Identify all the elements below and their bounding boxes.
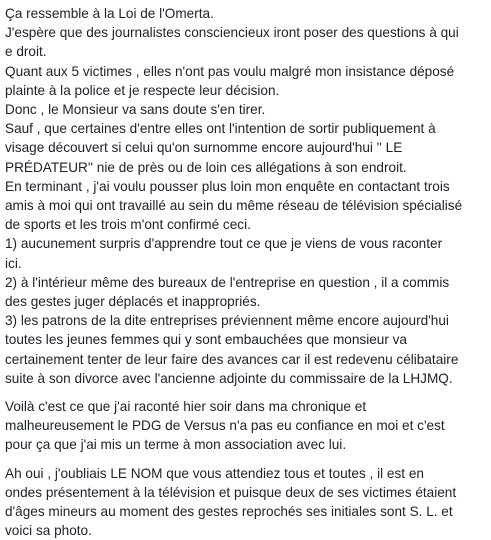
text-line: Voilà c'est ce que j'ai raconté hier soir dans ma chronique et: [5, 399, 367, 415]
text-line: visage découvert si celui qu'on surnomme encore aujourd'hui '' LE: [5, 140, 403, 156]
text-line: ici.: [5, 255, 22, 271]
text-line: suite à son divorce avec l'ancienne adjointe du commissaire de la LHJMQ.: [5, 370, 453, 386]
text-line: Ah oui , j'oubliais LE NOM que vous attendiez tous et toutes , il est en: [5, 465, 424, 481]
text-line: Sauf , que certaines d'entre elles ont l'intention de sortir publiquement à: [5, 121, 436, 137]
text-line: ondes présentement à la télévision et puisque deux de ses victimes étaient: [5, 484, 457, 500]
paragraph-allegations: [5, 4, 486, 388]
text-line: toutes les jeunes femmes qui y sont embauchées que monsieur va: [5, 332, 407, 348]
text-line: e droit.: [5, 44, 47, 60]
text-line: des gestes juger déplacés et inappropriés.: [5, 294, 261, 310]
paragraph-name-reveal: [5, 464, 486, 540]
text-line: 2) à l'intérieur même des bureaux de l'entreprise en question , il a commis: [5, 274, 450, 290]
text-line: Quant aux 5 victimes , elles n'ont pas voulu malgré mon insistance déposé: [5, 63, 455, 79]
text-line: PRÉDATEUR'' nie de près ou de loin ces allégations à son endroit.: [5, 159, 407, 175]
text-line: En terminant , j'ai voulu pousser plus loin mon enquête en contactant trois: [5, 178, 450, 194]
text-line: voici sa photo.: [5, 523, 92, 539]
text-line: 3) les patrons de la dite entreprises préviennent même encore aujourd'hui: [5, 313, 449, 329]
text-line: amis à moi qui ont travaillé au sein du même réseau de télévision spécialisé: [5, 198, 463, 214]
text-line: malheureusement le PDG de Versus n'a pas eu confiance en moi et c'est: [5, 418, 445, 434]
text-line: Ça ressemble à la Loi de l'Omerta.: [5, 6, 214, 21]
text-line: d'âges mineurs au moment des gestes reprochés ses initiales sont S. L. et: [5, 504, 453, 520]
text-line: pour ça que j'ai mis un terme à mon association avec lui.: [5, 437, 347, 453]
text-line: plainte à la police et je respecte leur décision.: [5, 82, 280, 98]
text-line: certainement tenter de leur faire des avances car il est redevenu célibataire: [5, 351, 459, 367]
text-line: de sports et les trois m'ont confirmé ceci.: [5, 217, 251, 233]
text-line: Donc , le Monsieur va sans doute s'en tirer.: [5, 102, 266, 118]
text-line: J'espère que des journalistes consciencieux iront poser des questions à qui: [5, 25, 459, 41]
paragraph-chronicle: [5, 397, 486, 455]
text-line: 1) aucunement surpris d'apprendre tout ce que je viens de vous raconter: [5, 236, 443, 252]
